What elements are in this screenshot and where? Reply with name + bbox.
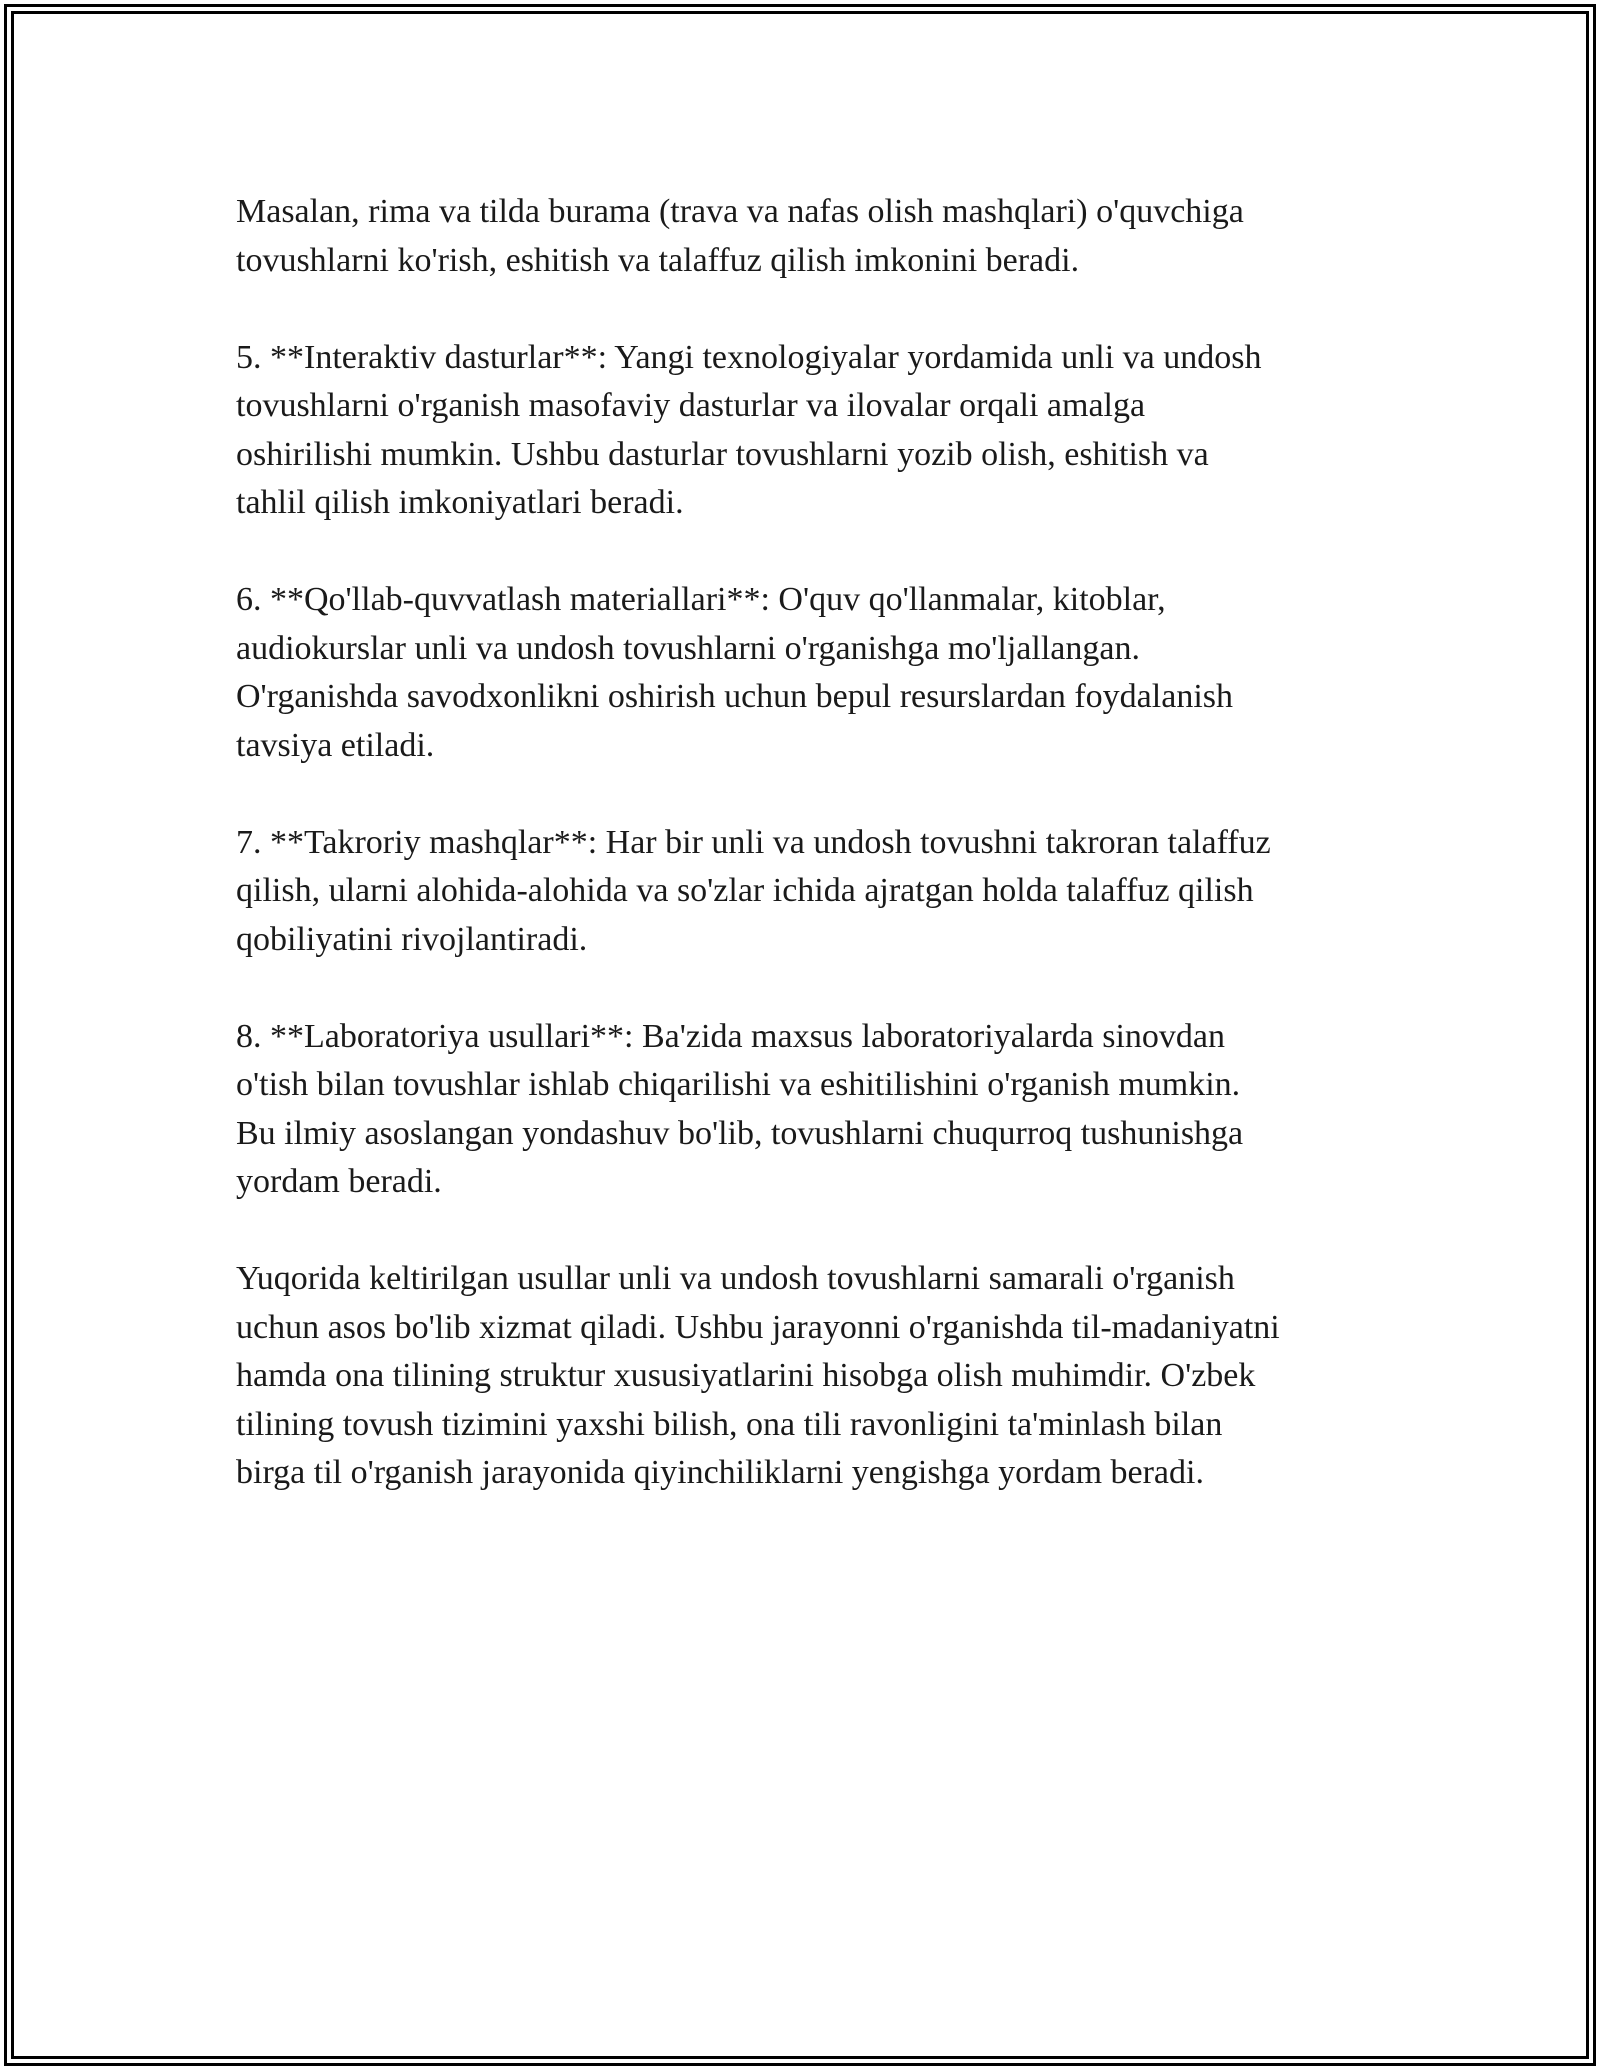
paragraph-item-6: 6. **Qo'llab-quvvatlash materiallari**: O'quv qo'llanmalar, kitoblar, audiokurslar unli va undosh tovushlarni o'rganishga mo'ljallangan. O'rganishda savodxonlikni oshirish uchun bepul resurslardan foydalanish tavsiya etiladi. (236, 581, 1233, 764)
document-body (236, 188, 1376, 1546)
paragraph-item-7: 7. **Takroriy mashqlar**: Har bir unli va undosh tovushni takroran talaffuz qilish, ularni alohida-alohida va so'zlar ichida ajratgan holda talaffuz qilish qobiliyatini rivojlantiradi. (236, 823, 1271, 958)
paragraph-item-8: 8. **Laboratoriya usullari**: Ba'zida maxsus laboratoriyalarda sinovdan o'tish bilan tovushlar ishlab chiqarilishi va eshitilishini o'rganish mumkin. Bu ilmiy asoslangan yondashuv bo'lib, tovushlarni chuqurroq tushunishga yordam beradi. (236, 1017, 1244, 1200)
paragraph-conclusion: Yuqorida keltirilgan usullar unli va undosh tovushlarni samarali o'rganish uchun asos bo'lib xizmat qiladi. Ushbu jarayonni o'rganishda til-madaniyatni hamda ona tilining struktur xususiyatlarini hisobga olish muhimdir. O'zbek tilining tovush tizimini yaxshi bilish, ona tili ravonligini ta'minlash bilan birga til o'rganish jarayonida qiyinchiliklarni yengishga yordam beradi. (236, 1260, 1280, 1491)
paragraph-intro: Masalan, rima va tilda burama (trava va nafas olish mashqlari) o'quvchiga tovushlarni ko'rish, eshitish va talaffuz qilish imkonini beradi. (236, 193, 1244, 279)
paragraph-item-5: 5. **Interaktiv dasturlar**: Yangi texnologiyalar yordamida unli va undosh tovushlarni o'rganish masofaviy dasturlar va ilovalar orqali amalga oshirilishi mumkin. Ushbu dasturlar tovushlarni yozib olish, eshitish va tahlil qilish imkoniyatlari beradi. (236, 338, 1262, 521)
